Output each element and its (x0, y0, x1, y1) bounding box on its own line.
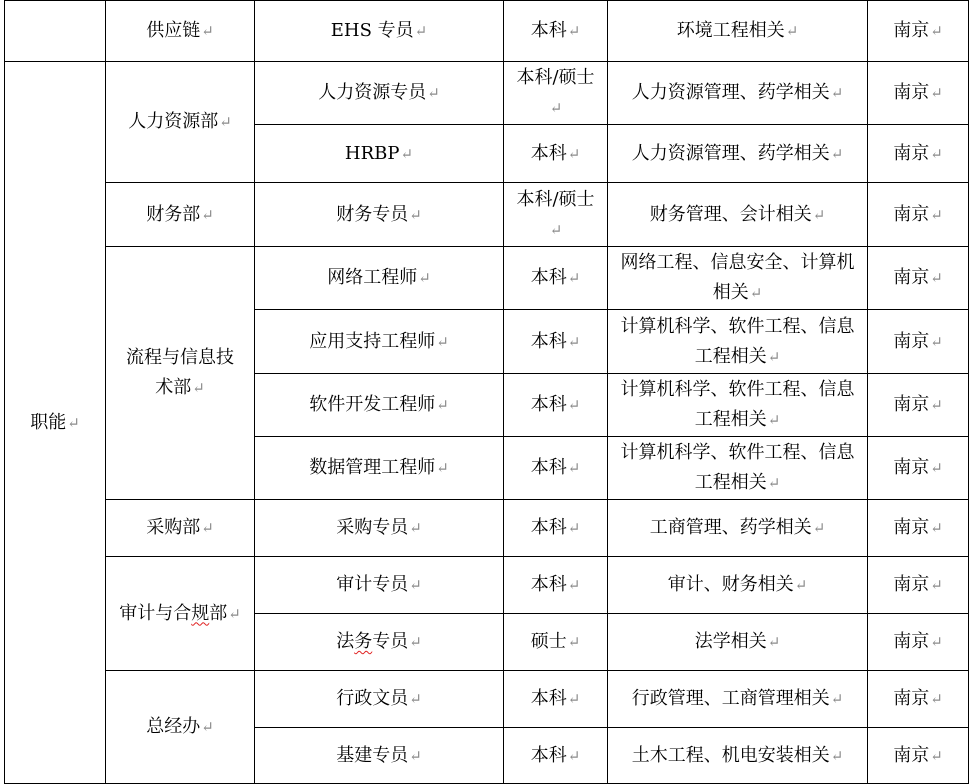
education-cell: 本科↵ (504, 1, 608, 62)
department-cell: 流程与信息技术部↵ (106, 247, 255, 500)
department-cell: 财务部↵ (106, 183, 255, 247)
location-cell: 南京↵ (868, 62, 969, 125)
education-cell: 本科↵ (504, 310, 608, 374)
position-cell: 法务专员↵ (255, 614, 504, 671)
location-cell: 南京↵ (868, 183, 969, 247)
table-row (5, 557, 969, 614)
location-cell: 南京↵ (868, 437, 969, 500)
location-cell: 南京↵ (868, 1, 969, 62)
position-cell: HRBP↵ (255, 125, 504, 183)
table-row (5, 247, 969, 310)
department-cell: 审计与合规部↵ (106, 557, 255, 671)
position-cell: 软件开发工程师↵ (255, 374, 504, 437)
table-row (5, 671, 969, 728)
location-cell: 南京↵ (868, 614, 969, 671)
education-cell: 本科↵ (504, 557, 608, 614)
location-cell: 南京↵ (868, 671, 969, 728)
location-cell: 南京↵ (868, 247, 969, 310)
department-cell: 供应链↵ (106, 1, 255, 62)
major-cell: 计算机科学、软件工程、信息工程相关↵ (608, 374, 868, 437)
major-cell: 法学相关↵ (608, 614, 868, 671)
table-row (5, 1, 969, 62)
position-cell: 应用支持工程师↵ (255, 310, 504, 374)
major-cell: 审计、财务相关↵ (608, 557, 868, 614)
department-cell: 采购部↵ (106, 500, 255, 557)
position-cell: 财务专员↵ (255, 183, 504, 247)
major-cell: 人力资源管理、药学相关↵ (608, 125, 868, 183)
location-cell: 南京↵ (868, 374, 969, 437)
education-cell: 本科/硕士↵ (504, 183, 608, 247)
location-cell: 南京↵ (868, 557, 969, 614)
location-cell: 南京↵ (868, 728, 969, 784)
division-cell: 职能↵ (5, 62, 106, 784)
major-cell: 行政管理、工商管理相关↵ (608, 671, 868, 728)
location-cell: 南京↵ (868, 500, 969, 557)
position-cell: 基建专员↵ (255, 728, 504, 784)
education-cell: 本科↵ (504, 500, 608, 557)
department-cell: 人力资源部↵ (106, 62, 255, 183)
position-cell: 网络工程师↵ (255, 247, 504, 310)
position-cell: EHS 专员↵ (255, 1, 504, 62)
major-cell: 人力资源管理、药学相关↵ (608, 62, 868, 125)
location-cell: 南京↵ (868, 125, 969, 183)
education-cell: 硕士↵ (504, 614, 608, 671)
table-row (5, 62, 969, 125)
location-cell: 南京↵ (868, 310, 969, 374)
education-cell: 本科↵ (504, 671, 608, 728)
position-cell: 采购专员↵ (255, 500, 504, 557)
education-cell: 本科↵ (504, 247, 608, 310)
education-cell: 本科↵ (504, 437, 608, 500)
position-cell: 行政文员↵ (255, 671, 504, 728)
major-cell: 土木工程、机电安装相关↵ (608, 728, 868, 784)
position-cell: 审计专员↵ (255, 557, 504, 614)
major-cell: 财务管理、会计相关↵ (608, 183, 868, 247)
major-cell: 工商管理、药学相关↵ (608, 500, 868, 557)
major-cell: 网络工程、信息安全、计算机相关↵ (608, 247, 868, 310)
division-cell (5, 1, 106, 62)
education-cell: 本科↵ (504, 374, 608, 437)
major-cell: 计算机科学、软件工程、信息工程相关↵ (608, 310, 868, 374)
position-cell: 数据管理工程师↵ (255, 437, 504, 500)
major-cell: 计算机科学、软件工程、信息工程相关↵ (608, 437, 868, 500)
major-cell: 环境工程相关↵ (608, 1, 868, 62)
education-cell: 本科↵ (504, 125, 608, 183)
education-cell: 本科/硕士↵ (504, 62, 608, 125)
education-cell: 本科↵ (504, 728, 608, 784)
recruitment-table (4, 0, 969, 784)
department-cell: 总经办↵ (106, 671, 255, 784)
table-row (5, 183, 969, 247)
position-cell: 人力资源专员↵ (255, 62, 504, 125)
table-row (5, 500, 969, 557)
